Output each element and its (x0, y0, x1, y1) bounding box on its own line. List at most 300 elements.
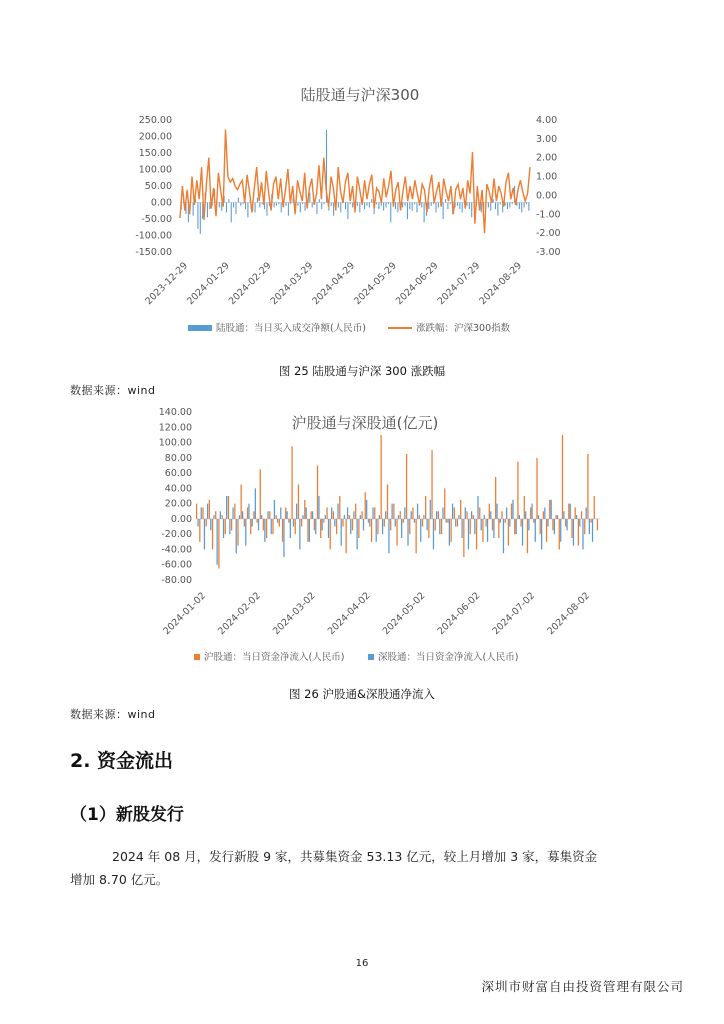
bar-mark-sz (420, 519, 421, 542)
bar-mark (385, 203, 386, 208)
legend-label: 沪股通：当日资金净流入(人民币) (204, 652, 345, 663)
left-y-tick: 50.00 (144, 181, 172, 192)
bar-mark-sh (384, 519, 385, 527)
bar-mark-sh (276, 515, 277, 519)
bar-mark-sz (360, 515, 361, 519)
bar-mark-sz (382, 519, 383, 534)
bar-mark-sz (350, 519, 351, 534)
bar-mark-sz (407, 519, 408, 546)
bar-mark-sz (287, 511, 288, 519)
bar-mark-sh (202, 507, 203, 518)
bar-mark-sh (581, 511, 582, 519)
bar-mark-sz (299, 519, 300, 550)
bar-mark-sz (554, 519, 555, 534)
bar-mark-sz (264, 519, 265, 542)
bar-mark-sh (279, 519, 280, 527)
bar-mark-sh (346, 519, 347, 553)
chart-legend (188, 322, 511, 334)
bar-mark (471, 203, 472, 218)
bar-mark-sh (530, 507, 531, 518)
bar-mark (528, 203, 529, 211)
bar-mark-sz (484, 515, 485, 519)
bar-mark-sh (266, 519, 267, 538)
bar-mark (524, 203, 525, 208)
bar-mark (438, 203, 439, 208)
bar-mark-sh (422, 519, 423, 527)
bar-mark-sh (250, 519, 251, 534)
x-tick: 2024-03-29 (268, 260, 316, 308)
bar-mark (397, 203, 398, 213)
bar-mark-sh (444, 488, 445, 519)
bar-mark-sh (425, 496, 426, 519)
bar-mark (376, 203, 377, 205)
bar-mark-sz (544, 507, 545, 518)
bar-mark-sz (207, 504, 208, 519)
bar-mark-sz (452, 504, 453, 519)
bar-mark (233, 203, 234, 208)
bar-mark-sh (352, 519, 353, 530)
bar-mark-sz (503, 519, 504, 553)
bar-mark-sz (401, 519, 402, 538)
bar-mark-sh (301, 519, 302, 527)
bar-mark-sz (474, 519, 475, 534)
bar-mark-sh (403, 519, 404, 523)
bar-mark-sh (295, 519, 296, 534)
bar-mark-sz (344, 515, 345, 519)
bar-mark-sh (575, 507, 576, 518)
bar-mark (209, 203, 210, 210)
bar-mark-sh (361, 511, 362, 519)
bar-mark-sh (460, 500, 461, 519)
bar-mark-sh (584, 519, 585, 534)
bar-mark-sz (468, 519, 469, 550)
bar-mark-sz (516, 519, 517, 534)
bar-mark-sz (436, 511, 437, 519)
bar-mark-sz (557, 515, 558, 519)
bar-mark (447, 203, 448, 210)
bar-mark-sz (395, 519, 396, 527)
bar-mark (500, 203, 501, 205)
left-y-tick: -150.00 (135, 247, 172, 258)
bar-mark-sh (285, 507, 286, 518)
x-tick: 2024-06-29 (393, 260, 441, 308)
y-ticks (159, 407, 192, 586)
bar-mark-sz (315, 519, 316, 534)
bar-mark-sh (288, 519, 289, 523)
figure-caption-26: 图 26 沪股通&深股通净流入 (289, 687, 435, 701)
bar-mark-sz (446, 519, 447, 523)
bar-mark-sh (492, 519, 493, 530)
x-tick: 2023-12-29 (143, 260, 191, 308)
legend-label: 陆股通：当日买入成交净额(人民币) (216, 323, 366, 334)
bar-mark-sh (304, 500, 305, 519)
right-y-tick: 3.00 (536, 133, 558, 145)
bar-mark-sz (204, 519, 205, 550)
bar-mark-sh (501, 511, 502, 519)
chart-line (180, 129, 530, 233)
bar-mark (321, 203, 322, 210)
bar-mark-sh (571, 519, 572, 538)
bar-mark (359, 203, 360, 213)
bar-mark-sz (232, 507, 233, 518)
bar-mark-sh (457, 519, 458, 527)
bar-mark (388, 203, 389, 205)
bar-mark-sh (342, 519, 343, 527)
right-y-tick: 1.00 (536, 171, 558, 183)
bar-mark-sh (307, 519, 308, 542)
right-y-ticks (536, 115, 561, 258)
bar-mark (255, 203, 256, 213)
bar-mark-sh (466, 511, 467, 519)
bar-mark-sz (341, 519, 342, 546)
bar-mark-sh (524, 496, 525, 519)
bar-mark-sh (298, 485, 299, 519)
bar-mark-sh (199, 519, 200, 542)
bar-mark-sh (527, 519, 528, 553)
bar-mark-sz (376, 519, 377, 542)
bar-mark-sh (237, 519, 238, 546)
x-tick: 2024-02-02 (216, 590, 263, 638)
bar-mark (297, 203, 298, 206)
bar-mark-sz (366, 500, 367, 519)
left-y-tick: 150.00 (138, 148, 172, 159)
bar-mark-sz (465, 507, 466, 518)
bar-mark-sh (533, 519, 534, 523)
y-tick: 0.00 (170, 513, 192, 525)
bar-mark-sh (218, 519, 219, 569)
bar-mark-sh (263, 519, 264, 530)
bar-mark-sh (221, 515, 222, 519)
bar-mark-sh (473, 515, 474, 519)
paragraph-line-1: 2024 年 08 月，发行新股 9 家，共募集资金 53.13 亿元，较上月增加 3 家，募集资金 (112, 849, 598, 864)
bar-mark-sh (431, 450, 432, 519)
bar-mark-sz (252, 519, 253, 527)
x-tick: 2024-07-29 (435, 260, 483, 308)
bar-mark (469, 203, 470, 210)
bar-mark (395, 203, 396, 210)
bar-mark (369, 203, 370, 208)
bar-mark-sz (414, 519, 415, 523)
bar-mark-sh (260, 469, 261, 519)
bar-mark-sz (372, 507, 373, 518)
bar-mark (338, 203, 339, 208)
bar-mark-sh (317, 465, 318, 518)
bar-mark (262, 203, 263, 205)
x-tick: 2024-01-02 (161, 590, 209, 638)
y-tick: -20.00 (161, 529, 192, 541)
bar-mark-sh (339, 496, 340, 519)
bar-mark (257, 198, 258, 203)
bar-mark (288, 203, 289, 216)
bar-mark-sz (455, 519, 456, 527)
bar-mark-sh (253, 511, 254, 519)
bar-mark-sz (506, 507, 507, 518)
legend-label: 深股通：当日资金净流入(人民币) (378, 652, 519, 663)
bar-mark-sh (463, 519, 464, 557)
bar-mark-sh (365, 492, 366, 519)
bar-mark-sh (552, 519, 553, 530)
bar-mark (421, 203, 422, 208)
bar-mark (414, 203, 415, 205)
bar-mark (488, 203, 489, 208)
left-y-tick: 250.00 (138, 115, 172, 126)
bar-mark-sz (461, 519, 462, 538)
bar-mark-sz (236, 519, 237, 553)
bar-mark-sh (568, 504, 569, 519)
legend-swatch-sz (368, 654, 374, 660)
bar-mark (378, 203, 379, 210)
y-tick: 80.00 (164, 452, 192, 464)
bar-mark-sz (512, 500, 513, 519)
bar-mark-sz (477, 496, 478, 519)
bar-mark-sz (197, 519, 198, 527)
bar-mark-sz (325, 515, 326, 519)
bar-mark-sz (525, 511, 526, 519)
bar-mark-sh (489, 504, 490, 519)
bar-mark-sh (406, 454, 407, 519)
bar-mark (319, 199, 320, 202)
bar-mark (228, 199, 229, 202)
bar-mark-sh (546, 519, 547, 542)
bar-mark (428, 203, 429, 210)
bar-mark-sh (441, 519, 442, 534)
bar-mark-sz (363, 519, 364, 530)
bar-mark (352, 203, 353, 208)
bar-mark-sh (349, 515, 350, 519)
bar-mark-sh (355, 504, 356, 519)
bar-mark (431, 203, 432, 206)
bar-mark-sh (269, 511, 270, 519)
bar-mark-sh (336, 519, 337, 534)
bar-mark (324, 203, 325, 205)
bar-mark-sz (589, 519, 590, 534)
bar-mark (509, 203, 510, 208)
bar-mark-sz (242, 511, 243, 519)
bar-mark (443, 203, 444, 220)
bar-mark-sz (391, 504, 392, 519)
bar-mark-sh (228, 496, 229, 519)
y-tick: -80.00 (161, 575, 192, 586)
bar-mark-sh (333, 511, 334, 519)
bar-mark-sh (520, 519, 521, 527)
bar-mark (526, 203, 527, 205)
bar-mark-sh (314, 519, 315, 530)
bar-mark-sz (449, 519, 450, 546)
legend-swatch-sh (194, 654, 200, 660)
bar-mark-sh (393, 504, 394, 519)
bar-mark-sz (535, 519, 536, 542)
bar-mark-sh (517, 462, 518, 519)
bar-mark-sz (331, 507, 332, 518)
chart-bars (196, 435, 598, 569)
bar-mark (371, 199, 372, 202)
bar-mark-sz (509, 519, 510, 527)
data-source-1: 数据来源：wind (70, 384, 156, 397)
bar-mark (405, 203, 406, 206)
bar-mark-sh (358, 519, 359, 538)
bar-mark-sz (481, 519, 482, 530)
bar-mark (402, 203, 403, 208)
figure-caption-25: 图 25 陆股通与沪深 300 涨跌幅 (278, 364, 446, 378)
bar-mark-sz (442, 507, 443, 518)
bar-mark (240, 203, 241, 206)
left-y-tick: -100.00 (135, 230, 172, 242)
bar-mark-sh (485, 519, 486, 527)
bar-mark-sz (439, 519, 440, 534)
left-y-tick: 200.00 (138, 131, 172, 143)
bar-mark-sh (454, 507, 455, 518)
bar-mark (238, 198, 239, 203)
bar-mark-sh (330, 519, 331, 550)
bar-mark-sh (578, 519, 579, 546)
bar-mark-sz (334, 519, 335, 527)
bar-mark-sh (244, 519, 245, 527)
bar-mark-sz (579, 519, 580, 527)
bar-mark-sz (490, 511, 491, 519)
bar-mark-sh (209, 500, 210, 519)
bar-mark (302, 203, 303, 205)
bar-mark (459, 203, 460, 210)
bar-mark (390, 203, 391, 223)
bar-mark-sh (562, 435, 563, 519)
bar-mark-sh (256, 519, 257, 523)
x-tick: 2024-05-02 (380, 590, 428, 638)
bar-mark-sh (536, 458, 537, 519)
bar-mark-sz (385, 511, 386, 519)
bar-mark-sh (597, 519, 598, 530)
bar-mark (245, 203, 246, 210)
x-ticks (161, 590, 592, 637)
bar-mark (521, 203, 522, 213)
left-y-tick: 100.00 (138, 164, 172, 176)
bar-mark-sh (508, 519, 509, 546)
bar-mark (331, 203, 332, 206)
bar-mark-sh (247, 507, 248, 518)
bar-mark-sz (458, 515, 459, 519)
bar-mark (462, 203, 463, 213)
body-paragraph (70, 845, 670, 891)
page-number: 16 (355, 958, 369, 969)
bar-mark-sh (323, 519, 324, 523)
y-tick: 100.00 (158, 437, 192, 449)
bar-mark (490, 203, 491, 211)
y-tick: 40.00 (164, 483, 192, 495)
bar-mark (207, 203, 208, 218)
bar-mark (305, 203, 306, 211)
x-tick: 2024-01-29 (185, 260, 232, 308)
bar-mark-sz (337, 504, 338, 519)
bar-mark (200, 203, 201, 234)
bar-mark (281, 203, 282, 213)
bar-mark-sh (470, 519, 471, 534)
bar-mark-sz (353, 511, 354, 519)
bar-mark-sz (309, 519, 310, 542)
chart-title: 沪股通与深股通(亿元) (291, 414, 439, 432)
bar-mark-sh (555, 515, 556, 519)
bar-mark (416, 203, 417, 213)
bar-mark-sz (411, 511, 412, 519)
bar-mark-sh (371, 519, 372, 542)
bar-mark-sz (522, 519, 523, 546)
y-tick: -60.00 (161, 559, 192, 571)
data-source-2: 数据来源：wind (70, 708, 156, 721)
bar-mark-sh (311, 511, 312, 519)
bar-mark-sh (476, 519, 477, 550)
bar-mark (347, 203, 348, 220)
bar-mark-sh (387, 485, 388, 519)
bar-mark (435, 203, 436, 213)
bar-mark-sz (356, 519, 357, 550)
x-tick: 2024-08-29 (477, 260, 525, 308)
right-y-tick: 2.00 (536, 152, 558, 164)
bar-mark-sz (217, 519, 218, 565)
bar-mark-sz (321, 519, 322, 530)
bar-mark-sz (220, 511, 221, 519)
bar-mark (409, 203, 410, 210)
bar-mark (424, 203, 425, 223)
bar-mark-sh (587, 454, 588, 519)
bar-mark-sz (426, 519, 427, 530)
x-tick: 2024-03-02 (271, 590, 318, 638)
bar-mark (274, 203, 275, 208)
bar-mark-sz (369, 519, 370, 527)
series-line (180, 129, 530, 233)
x-tick: 2024-04-02 (325, 590, 373, 638)
bar-mark-sz (551, 500, 552, 519)
chart-sh-sz-connect-flows (140, 402, 620, 672)
x-tick: 2024-08-02 (545, 590, 593, 638)
bar-mark-sh (212, 519, 213, 550)
bar-mark-sh (215, 511, 216, 519)
bar-mark (493, 199, 494, 202)
x-tick: 2024-04-29 (310, 260, 358, 308)
section-heading: 2. 资金流出 (70, 750, 174, 772)
bar-mark-sz (487, 519, 488, 542)
bar-mark (247, 203, 248, 218)
bar-mark-sh (549, 500, 550, 519)
bar-mark-sh (225, 519, 226, 534)
bar-mark-sz (423, 515, 424, 519)
bar-mark-sh (368, 519, 369, 523)
bar-mark-sh (234, 504, 235, 519)
bar-mark-sz (318, 496, 319, 519)
bar-mark-sh (377, 519, 378, 534)
x-ticks (143, 260, 524, 307)
bar-mark (259, 203, 260, 208)
legend-swatch-bars (188, 325, 212, 331)
bar-mark-sz (213, 515, 214, 519)
bar-mark-sh (495, 477, 496, 519)
bar-mark-sz (293, 519, 294, 527)
bar-mark (300, 203, 301, 213)
bar-mark-sh (381, 435, 382, 519)
bar-mark-sz (547, 519, 548, 527)
bar-mark-sz (519, 515, 520, 519)
bar-mark (445, 199, 446, 202)
y-tick: 20.00 (164, 498, 192, 510)
bar-mark-sz (538, 515, 539, 519)
bar-mark-sz (347, 507, 348, 518)
bar-mark-sz (586, 507, 587, 518)
bar-mark-sz (500, 519, 501, 523)
bar-mark-sh (390, 519, 391, 530)
bar-mark-sh (196, 504, 197, 519)
bar-mark-sh (409, 519, 410, 534)
bar-mark-sz (528, 519, 529, 530)
bar-mark (340, 203, 341, 213)
bar-mark (495, 203, 496, 210)
bar-mark-sz (223, 519, 224, 538)
